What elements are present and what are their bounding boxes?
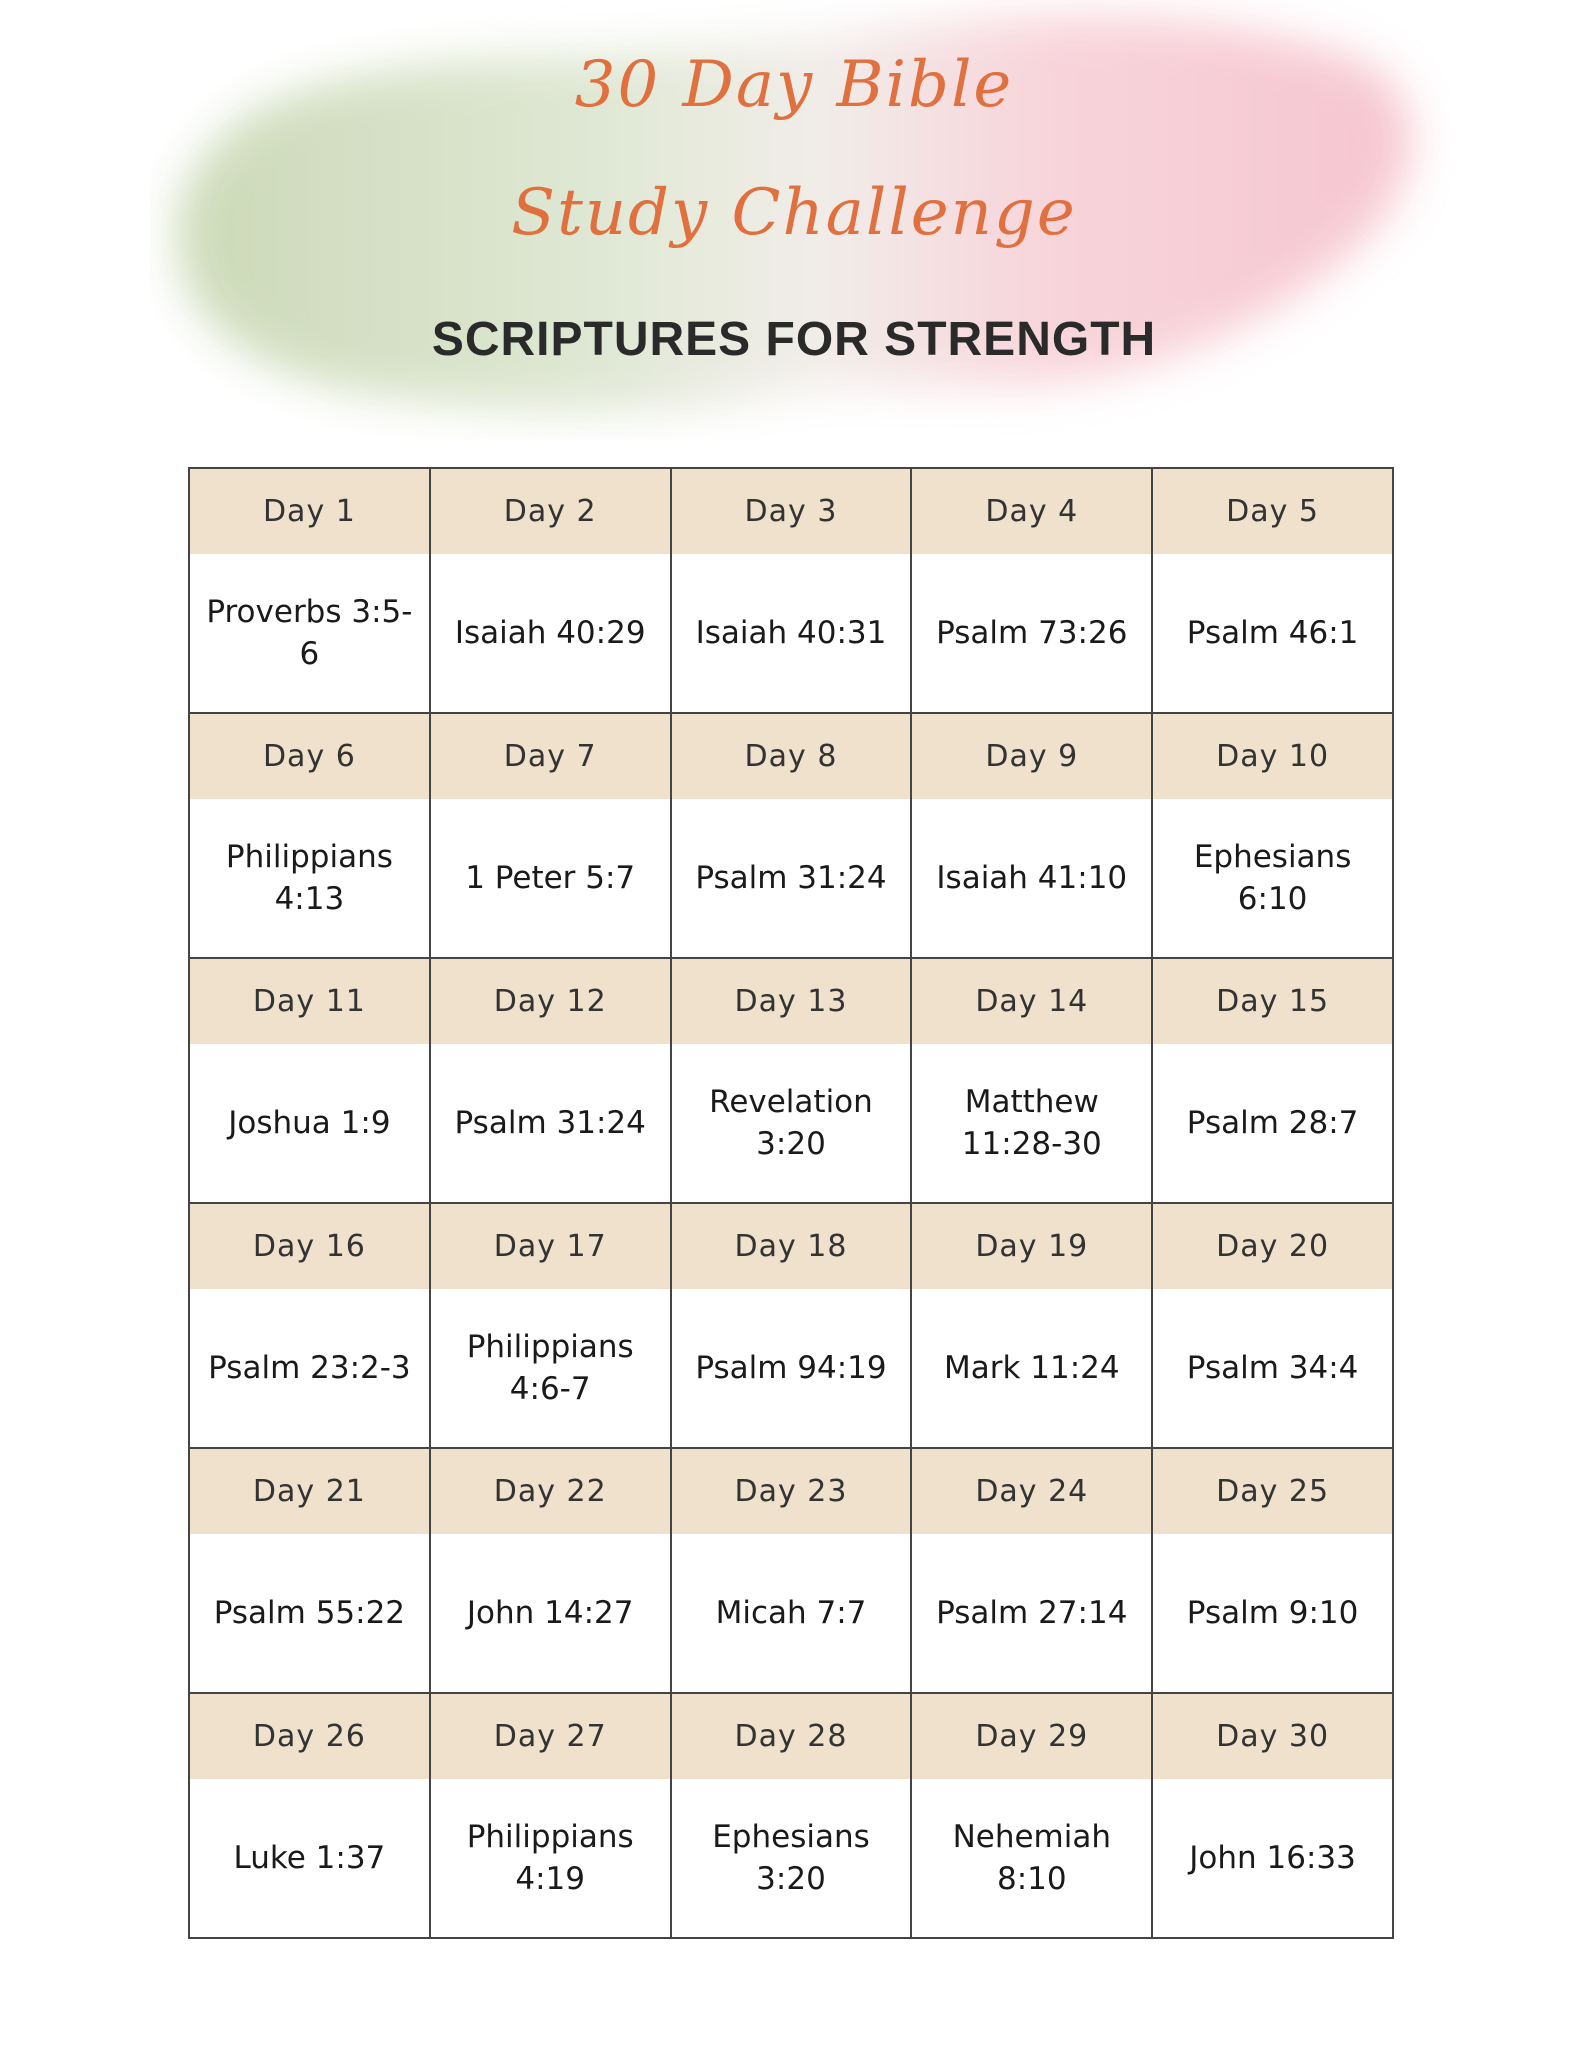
- day-cell: [672, 469, 913, 714]
- day-cell: [672, 959, 913, 1204]
- verse-reference: Philippians 4:19: [466, 1819, 634, 1897]
- verse-reference: Philippians 4:13: [225, 839, 393, 917]
- verse-reference: Luke 1:37: [233, 1840, 386, 1876]
- day-label: Day 2: [431, 469, 670, 554]
- verse-reference: Joshua 1:9: [228, 1105, 391, 1141]
- day-label: Day 7: [431, 714, 670, 799]
- day-cell: [912, 1204, 1153, 1449]
- day-label: Day 6: [190, 714, 429, 799]
- day-label: Day 17: [431, 1204, 670, 1289]
- day-cell: [190, 959, 431, 1204]
- verse-reference: 1 Peter 5:7: [465, 860, 636, 896]
- day-label: Day 18: [672, 1204, 911, 1289]
- verse-reference: Psalm 73:26: [936, 615, 1128, 651]
- day-cell: [431, 1204, 672, 1449]
- day-label: Day 9: [912, 714, 1151, 799]
- day-cell: [431, 1694, 672, 1939]
- day-cell: [431, 714, 672, 959]
- verse-reference: Ephesians 6:10: [1193, 839, 1352, 917]
- verse-reference: Psalm 9:10: [1186, 1595, 1359, 1631]
- title-line-2: Study Challenge: [511, 176, 1077, 250]
- verse-reference: Isaiah 41:10: [936, 860, 1128, 896]
- day-cell: [1153, 1204, 1394, 1449]
- day-label: Day 24: [912, 1449, 1151, 1534]
- day-cell: [912, 959, 1153, 1204]
- day-cell: [431, 1449, 672, 1694]
- day-cell: [190, 714, 431, 959]
- verse-reference: Matthew 11:28-30: [961, 1084, 1102, 1162]
- day-cell: [672, 714, 913, 959]
- day-label: Day 13: [672, 959, 911, 1044]
- day-label: Day 12: [431, 959, 670, 1044]
- day-cell: [1153, 469, 1394, 714]
- day-label: Day 28: [672, 1694, 911, 1779]
- day-label: Day 3: [672, 469, 911, 554]
- verse-reference: Mark 11:24: [943, 1350, 1120, 1386]
- day-cell: [190, 469, 431, 714]
- day-label: Day 22: [431, 1449, 670, 1534]
- day-cell: [190, 1449, 431, 1694]
- day-cell: [672, 1204, 913, 1449]
- day-label: Day 1: [190, 469, 429, 554]
- day-label: Day 21: [190, 1449, 429, 1534]
- day-label: Day 8: [672, 714, 911, 799]
- verse-reference: Psalm 46:1: [1186, 615, 1359, 651]
- verse-reference: Psalm 31:24: [695, 860, 887, 896]
- verse-reference: Revelation 3:20: [709, 1084, 873, 1162]
- day-label: Day 23: [672, 1449, 911, 1534]
- verse-reference: Micah 7:7: [715, 1595, 867, 1631]
- verse-reference: John 14:27: [466, 1595, 634, 1631]
- verse-reference: Psalm 28:7: [1186, 1105, 1359, 1141]
- verse-reference: Ephesians 3:20: [712, 1819, 870, 1897]
- day-cell: [1153, 959, 1394, 1204]
- day-label: Day 20: [1153, 1204, 1392, 1289]
- verse-reference: Isaiah 40:29: [454, 615, 646, 651]
- reading-plan-grid: [188, 467, 1394, 1939]
- verse-reference: Psalm 31:24: [454, 1105, 646, 1141]
- verse-reference: John 16:33: [1189, 1840, 1356, 1876]
- page-subtitle: SCRIPTURES FOR STRENGTH: [431, 313, 1157, 366]
- day-label: Day 11: [190, 959, 429, 1044]
- day-cell: [431, 959, 672, 1204]
- day-label: Day 15: [1153, 959, 1392, 1044]
- day-cell: [912, 1449, 1153, 1694]
- verse-reference: Psalm 23:2-3: [208, 1350, 411, 1386]
- day-cell: [672, 1449, 913, 1694]
- day-cell: [912, 1694, 1153, 1939]
- verse-reference: Psalm 55:22: [213, 1595, 406, 1631]
- day-label: Day 5: [1153, 469, 1392, 554]
- day-label: Day 25: [1153, 1449, 1392, 1534]
- day-label: Day 27: [431, 1694, 670, 1779]
- day-cell: [431, 469, 672, 714]
- day-cell: [1153, 1694, 1394, 1939]
- day-cell: [1153, 714, 1394, 959]
- verse-reference: Nehemiah 8:10: [952, 1819, 1111, 1897]
- day-label: Day 4: [912, 469, 1151, 554]
- title-line-1: 30 Day Bible: [574, 48, 1014, 122]
- day-cell: [672, 1694, 913, 1939]
- day-label: Day 29: [912, 1694, 1151, 1779]
- day-label: Day 19: [912, 1204, 1151, 1289]
- day-label: Day 30: [1153, 1694, 1392, 1779]
- verse-reference: Psalm 34:4: [1186, 1350, 1359, 1386]
- verse-reference: Psalm 94:19: [695, 1350, 887, 1386]
- day-cell: [912, 469, 1153, 714]
- day-cell: [1153, 1449, 1394, 1694]
- day-label: Day 26: [190, 1694, 429, 1779]
- verse-reference: Proverbs 3:5-6: [206, 594, 413, 672]
- day-label: Day 10: [1153, 714, 1392, 799]
- day-cell: [190, 1694, 431, 1939]
- verse-reference: Isaiah 40:31: [695, 615, 887, 651]
- day-cell: [912, 714, 1153, 959]
- verse-reference: Philippians 4:6-7: [466, 1329, 634, 1407]
- day-label: Day 16: [190, 1204, 429, 1289]
- day-cell: [190, 1204, 431, 1449]
- verse-reference: Psalm 27:14: [936, 1595, 1128, 1631]
- day-label: Day 14: [912, 959, 1151, 1044]
